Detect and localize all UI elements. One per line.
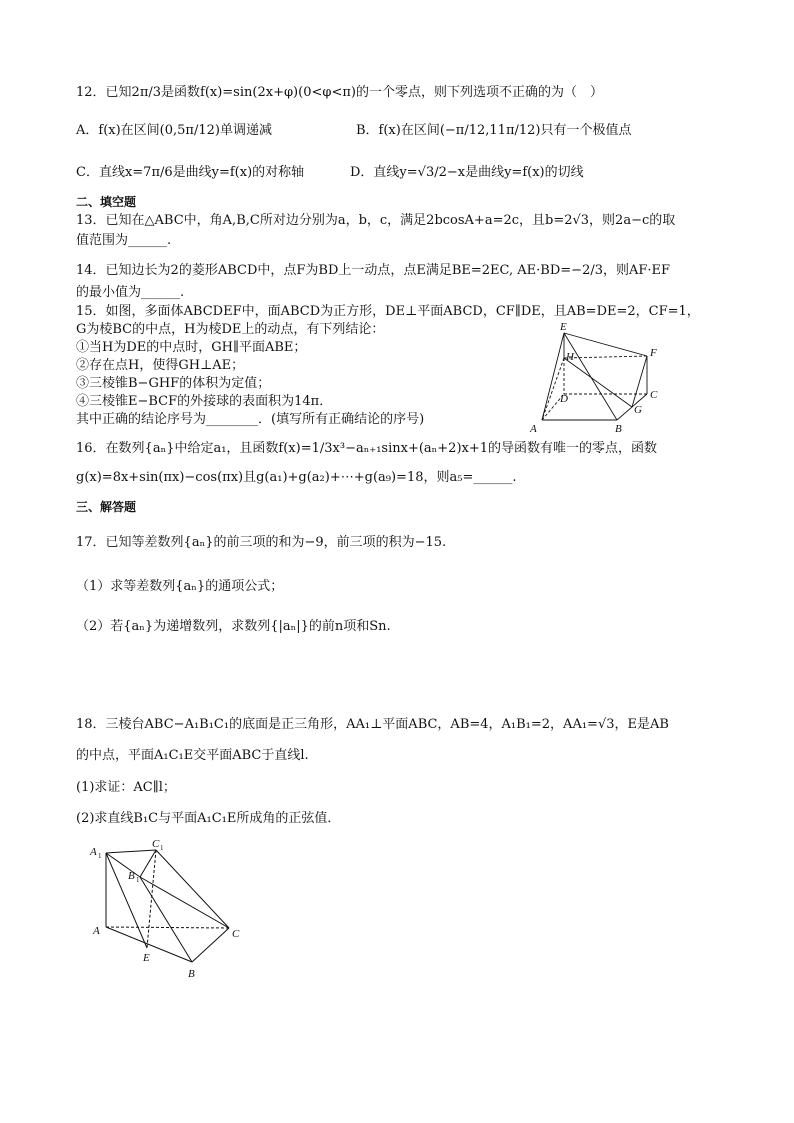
q13-line-2: 值范围为______. [76,233,172,248]
section-heading-solutions: 三、解答题 [76,500,137,514]
q18-label-b1-sub: 1 [136,876,140,884]
q15-question: 其中正确的结论序号为________．(填写所有正确结论的序号) [76,412,425,427]
q15-line-2: G为棱BC的中点，H为棱DE上的动点，有下列结论： [76,322,385,337]
q13-line-1: 13．已知在△ABC中，角A,B,C所对边分别为a，b，c，满足2bcosA+a=2c，且b=2√3，则2a−c的取 [76,213,676,228]
q12-option-d: D．直线y=√3/2−x是曲线y=f(x)的切线 [350,165,584,180]
q18-label-a1: A [90,846,97,858]
q15-label-f: F [650,347,657,359]
q16-line-2: g(x)=8x+sin(πx)−cos(πx)且g(a₁)+g(a₂)+⋯+g(a₉)=18，则a₅=______. [76,470,517,485]
q18-label-c1: C [152,838,160,850]
q16-line-1: 16．在数列{aₙ}中给定a₁，且函数f(x)=1/3x³−aₙ₊₁sinx+(aₙ+2)x+1的导函数有唯一的零点，函数 [76,441,658,456]
q15-label-b: B [615,423,622,435]
q18-label-e: E [143,952,150,964]
q12-option-c: C．直线x=7π/6是曲线y=f(x)的对称轴 [76,165,305,180]
q12-stem: 12．已知2π/3是函数f(x)=sin(2x+φ)(0<φ<π)的一个零点，则下列选项不正确的为（ ） [76,85,603,100]
q18-line-2: 的中点，平面A₁C₁E交平面ABC于直线l. [76,748,309,763]
q15-label-h: H [566,351,574,363]
q15-statement-3: ③三棱锥B−GHF的体积为定值； [76,376,271,391]
q18-part-2: (2)求直线B₁C与平面A₁C₁E所成角的正弦值． [76,811,341,826]
q15-label-c: C [650,389,658,401]
q18-label-b: B [188,968,195,980]
q15-polyhedron-figure [522,318,668,436]
q15-statement-1: ①当H为DE的中点时，GH∥平面ABE； [76,340,307,355]
q15-statement-4: ④三棱锥E−BCF的外接球的表面积为14π． [76,394,333,409]
q12-option-a: A．f(x)在区间(0,5π/12)单调递减 [76,123,272,138]
q12-option-b: B．f(x)在区间(−π/12,11π/12)只有一个极值点 [356,123,632,138]
q15-label-a: A [530,423,537,435]
q14-line-2: 的最小值为______. [76,285,185,300]
q17-part-1: （1）求等差数列{aₙ}的通项公式； [76,579,284,594]
q15-label-e: E [560,321,567,333]
q15-label-d: D [560,393,568,405]
q14-line-1: 14．已知边长为2的菱形ABCD中，点F为BD上一动点，点E满足BE=2EC, AE·BD=−2/3，则AF·EF [76,263,671,278]
q18-frustum-figure [84,835,254,985]
section-heading-fill-in: 二、填空题 [76,195,137,209]
q17-stem: 17．已知等差数列{aₙ}的前三项的和为−9，前三项的积为−15. [76,535,447,550]
q17-part-2: （2）若{aₙ}为递增数列，求数列{|aₙ|}的前n项和Sn. [76,619,391,634]
q18-label-b1: B [128,870,135,882]
q15-statement-2: ②存在点H，使得GH⊥AE； [76,358,245,373]
q18-label-c1-sub: 1 [160,844,164,852]
q18-label-a1-sub: 1 [98,852,102,860]
q18-line-1: 18．三棱台ABC−A₁B₁C₁的底面是正三角形，AA₁⊥平面ABC，AB=4，A₁B₁=2，AA₁=√3，E是AB [76,717,669,732]
q15-label-g: G [634,404,642,416]
q18-label-c: C [232,928,240,940]
q18-part-1: (1)求证：AC∥l； [76,780,176,795]
q15-line-1: 15．如图，多面体ABCDEF中，面ABCD为正方形，DE⊥平面ABCD，CF∥DE，且AB=DE=2，CF=1， [76,304,700,319]
q18-label-a: A [93,925,100,937]
